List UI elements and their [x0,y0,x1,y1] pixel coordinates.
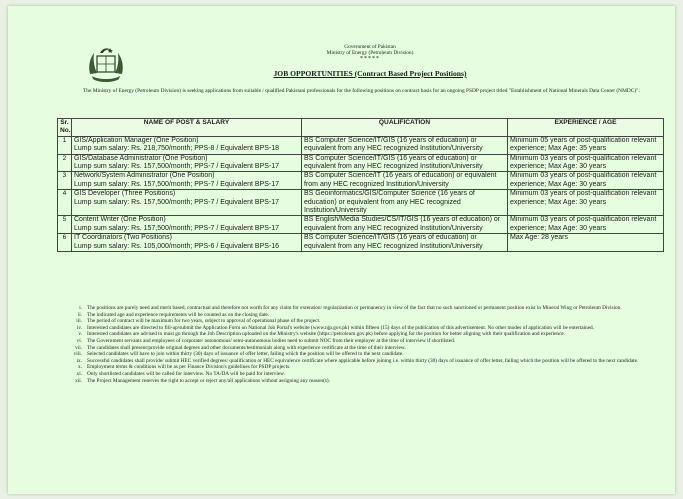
item-number: vii. [75,344,82,351]
col-header-qualification: QUALIFICATION [302,119,508,137]
post-salary: Lump sum salary: Rs. 157,500/month; PPS-7 / Equivalent BPS-17 [74,180,280,188]
row-experience: Minimum 03 years of post-qualification relevant experience; Max Age: 30 years [508,154,664,172]
list-item [58,351,664,358]
table-row [58,190,664,216]
list-item [58,305,664,312]
row-post-cell [72,216,302,234]
row-sr: 1 [58,136,72,154]
row-experience: Minimum 03 years of post-qualification relevant experience; Max Age: 30 years [508,190,664,216]
item-text: The candidates shall present/provide original degrees and other documents/testimonials along with experience certificate at the time of their interview. [87,344,406,351]
row-experience: Minimum 03 years of post-qualification relevant experience; Max Age: 30 years [508,172,664,190]
list-item [58,318,664,325]
row-sr: 2 [58,154,72,172]
item-text: The positions are purely need and merit based, contractual and therefore not worth for any claim for extension/ regularization or permanency in view of the fact that no such sanctioned or permanent position exist in Mineral Wing or Petroleum Division. [87,305,622,311]
intro-paragraph: The Ministry of Energy (Petroleum Division) is seeking applications from suitable / qualified Pakistani professionals for the following positions on contract basis for an ongoing PSDP project titled "Establishment of National Minerals Data Center (NMDC)": [83,88,640,94]
post-title: GIS/Application Manager (One Position) [74,136,199,144]
post-title: GIS/Database Administrator (One Position) [74,154,208,162]
list-item [58,331,664,338]
item-number: xii. [75,377,82,384]
item-text: Interested candidates are advised to must go through the Job Description uploaded on the Ministry's website (https://petroleum.gov.pk) before applying for the position for better aligning with their qualification and experience. [87,331,566,338]
row-qualification: BS Computer Science/IT/GIS (16 years of education) or equivalent from any HEC recognized Institution/University [302,136,508,154]
item-number: i. [79,305,82,311]
post-salary: Lump sum salary: Rs. 157,500/month; PPS-7 / Equivalent BPS-17 [74,198,280,206]
post-salary: Lump sum salary: Rs. 157,500/month; PPS-7 / Equivalent BPS-17 [74,163,280,171]
item-number: iii. [76,318,82,325]
item-text: Employment terms & conditions will be as per Finance Division's guidelines for PSDP projects. [87,364,291,371]
row-qualification: BS Geoinformatics/GIS/Computer Science (16 years of education) or equivalent from any HEC recognized Institution/University [302,190,508,216]
item-number: ix. [76,357,82,364]
header-stars: ***** [360,56,380,62]
post-title: GIS Developer (Three Positions) [74,190,176,198]
item-number: viii. [73,351,82,358]
row-post-cell [72,154,302,172]
item-text: The Project Management reserves the right to accept or reject any/all applications without assigning any reason(s). [87,377,330,384]
item-number: ii. [77,311,82,318]
item-number: iv. [76,324,82,331]
item-number: x. [78,364,82,371]
post-salary: Lump sum salary: Rs. 218,750/month; PPS-8 / Equivalent BPS-18 [74,145,280,153]
row-post-cell [72,136,302,154]
row-post-cell [72,190,302,216]
state-emblem-icon [84,44,128,88]
row-experience: Max Age: 28 years [508,234,664,252]
row-qualification: BS Computer Science/IT/GIS (16 years of education) or equivalent from any HEC recognized Institution/University [302,234,508,252]
row-sr: 4 [58,190,72,216]
item-text: The indicated age and experience requirements will be counted as on the closing date. [87,311,270,318]
list-item [58,364,664,371]
ministry-label: Ministry of Energy (Petroleum Division) [326,50,414,56]
row-sr: 5 [58,216,72,234]
col-header-sr: Sr. No. [58,119,72,137]
row-qualification: BS English/Media Studies/CS/IT/GIS (16 years of education) or equivalent from any HEC recognized Institution/University [302,216,508,234]
list-item [58,378,664,385]
page-title: JOB OPPORTUNITIES (Contract Based Project Positions) [273,69,467,78]
row-post-cell [72,172,302,190]
table-row [58,172,664,190]
item-text: Only shortlisted candidates will be called for interview. No TA/DA will be paid for interview. [87,370,285,377]
item-text: Successful candidates shall provide/ submit HEC verified degrees/ qualification or HEC equivalence certificate where applicable before joining i.e. within thirty (30) days of issuance of offer letter, failing which the position will be offered to the next candidate. [87,357,639,364]
list-item [58,371,664,378]
col-header-experience: EXPERIENCE / AGE [508,119,664,137]
table-row [58,234,664,252]
col-header-post: NAME OF POST & SALARY [72,119,302,137]
row-experience: Minimum 03 years of post-qualification relevant experience; Max Age: 30 years [508,216,664,234]
post-title: Content Writer (One Position) [74,216,166,224]
item-number: v. [78,331,82,338]
row-sr: 3 [58,172,72,190]
table-row [58,154,664,172]
table-header-row [58,119,664,137]
jobs-table [57,118,664,252]
row-qualification: BS Computer Science/IT (16 years of education) or equivalent from any HEC recognized Institution/University [302,172,508,190]
item-text: Interested candidates are directed to fill-up/submit the Application Form on National Job Portal's website (www.njp.gov.pk) within fifteen (15) days of the publication of this advertisement. No other modes of application will be entertained. [87,324,595,331]
post-salary: Lump sum salary: Rs. 105,000/month; PPS-6 / Equivalent BPS-16 [74,242,280,250]
terms-list [58,305,664,384]
list-item [58,338,664,345]
row-experience: Minimum 05 years of post-qualification relevant experience; Max Age: 35 years [508,136,664,154]
row-post-cell [72,234,302,252]
government-label: Government of Pakistan [344,44,396,50]
item-text: The period of contract will be maximum for two years, subject to approval of operational phase of the project. [87,318,321,325]
row-sr: 6 [58,234,72,252]
item-number: xi. [76,370,82,377]
item-text: Selected candidates will have to join within thirty (30) days of issuance of offer letter, failing which the position will be offered to the next candidate. [87,351,404,358]
post-salary: Lump sum salary: Rs. 157,500/month; PPS-7 / Equivalent BPS-17 [74,224,280,232]
post-title: IT Coordinators (Two Positions) [74,234,172,242]
item-text: The Government servants and employees of corporate/ autonomous/ semi-autonomous bodies need to submit NOC from their employer at the time of interview if shortlisted. [87,337,456,344]
row-qualification: BS Computer Science/IT/GIS (16 years of education) or equivalent from any HEC recognized Institution/University [302,154,508,172]
table-row [58,136,664,154]
item-number: vi. [76,337,82,344]
table-row [58,216,664,234]
post-title: Network/System Administrator (One Position) [74,172,215,180]
